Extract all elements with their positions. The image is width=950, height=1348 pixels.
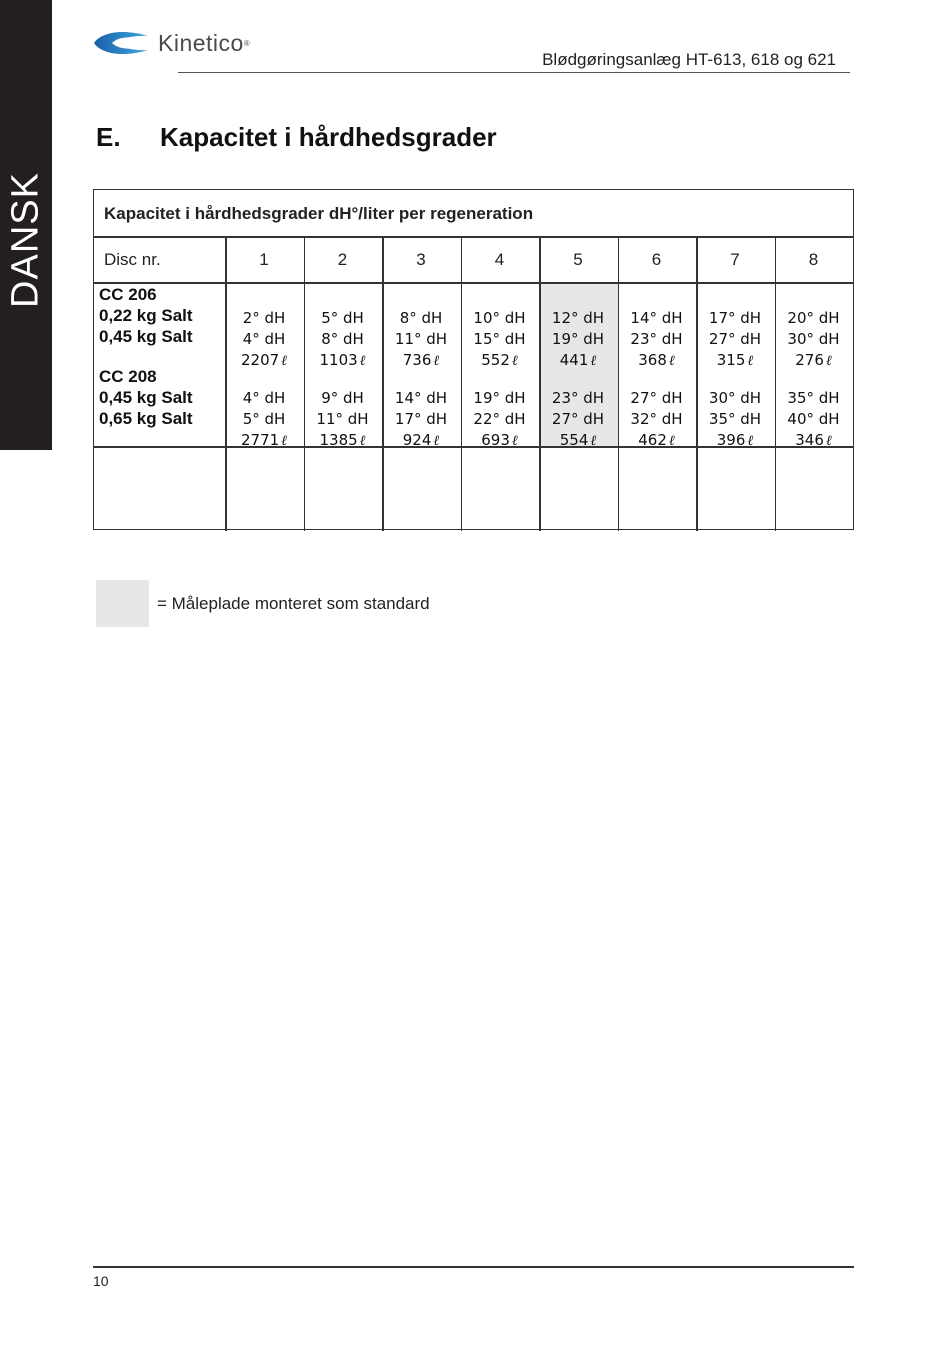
table-row-divider [94, 236, 853, 238]
disc-column-header: 5 [573, 250, 583, 269]
hardness-value: 14° dH [394, 389, 448, 407]
model-name: CC 208 [99, 367, 157, 386]
liter-unit: ℓ [511, 433, 518, 449]
hardness-value: 10° dH [473, 309, 526, 327]
volume-value: 924 ℓ [402, 431, 440, 449]
group-label-cc206 [99, 284, 193, 347]
liter-unit: ℓ [281, 353, 288, 369]
hardness-value: 8° dH [321, 330, 364, 348]
capacity-cell [775, 388, 853, 452]
group-label-cc208 [99, 366, 193, 429]
page-number: 10 [93, 1273, 109, 1289]
hardness-value: 35° dH [787, 389, 840, 407]
salt-amount: 0,45 kg Salt [99, 388, 193, 407]
model-name: CC 206 [99, 285, 157, 304]
liter-unit: ℓ [747, 353, 754, 369]
liter-unit: ℓ [511, 353, 518, 369]
hardness-value: 27° dH [630, 389, 683, 407]
hardness-value: 17° dH [708, 309, 762, 327]
capacity-cell [304, 388, 382, 452]
table-column-divider [461, 236, 463, 531]
volume-value: 1385 ℓ [319, 431, 366, 449]
legend-swatch [96, 580, 149, 627]
hardness-value: 5° dH [242, 410, 286, 428]
hardness-value: 11° dH [394, 330, 448, 348]
capacity-cell [618, 308, 696, 372]
disc-column-header: 2 [337, 250, 348, 269]
volume-value: 1103 ℓ [319, 351, 366, 369]
disc-column-header: 4 [494, 250, 505, 269]
liter-unit: ℓ [747, 433, 754, 449]
disc-column-header: 6 [651, 250, 662, 269]
hardness-value: 19° dH [473, 389, 526, 407]
liter-unit: ℓ [590, 353, 597, 369]
table-column-divider [382, 236, 384, 531]
table-column-divider [225, 236, 227, 531]
hardness-value: 8° dH [399, 309, 443, 327]
hardness-value: 27° dH [708, 330, 762, 348]
salt-amount: 0,22 kg Salt [99, 306, 193, 325]
capacity-cell [539, 388, 617, 452]
document-title: Blødgøringsanlæg HT-613, 618 og 621 [542, 50, 836, 69]
hardness-value: 9° dH [321, 389, 364, 407]
hardness-value: 2° dH [242, 309, 286, 327]
disc-column-header: 8 [808, 250, 819, 269]
registered-mark: ® [243, 38, 250, 48]
language-side-tab [0, 0, 52, 450]
disc-column-header: 7 [730, 250, 740, 269]
table-row-divider [94, 282, 853, 284]
disc-number-label: Disc nr. [104, 250, 161, 269]
hardness-value: 4° dH [242, 389, 286, 407]
footer-divider [93, 1266, 854, 1268]
capacity-table [93, 189, 854, 530]
hardness-value: 23° dH [551, 389, 605, 407]
volume-value: 736 ℓ [402, 351, 440, 369]
hardness-value: 4° dH [242, 330, 286, 348]
table-column-divider [775, 236, 777, 531]
table-caption: Kapacitet i hårdhedsgrader dH°/liter per regeneration [104, 204, 534, 223]
legend-text: = Måleplade monteret som standard [157, 594, 430, 613]
capacity-cell [696, 388, 774, 452]
hardness-value: 27° dH [551, 410, 605, 428]
volume-value: 396 ℓ [716, 431, 754, 449]
liter-unit: ℓ [281, 433, 288, 449]
table-column-divider [618, 236, 620, 531]
liter-unit: ℓ [825, 433, 832, 449]
capacity-cell [618, 388, 696, 452]
volume-value: 276 ℓ [795, 351, 832, 369]
section-letter: E. [96, 122, 121, 152]
salt-amount: 0,65 kg Salt [99, 409, 193, 428]
liter-unit: ℓ [433, 433, 440, 449]
hardness-value: 5° dH [321, 309, 364, 327]
volume-value: 368 ℓ [638, 351, 675, 369]
brand-name: Kinetico [158, 29, 244, 56]
disc-column-header: 3 [416, 250, 426, 269]
volume-value: 552 ℓ [481, 351, 518, 369]
volume-value: 693 ℓ [481, 431, 518, 449]
hardness-value: 14° dH [630, 309, 683, 327]
liter-unit: ℓ [359, 353, 366, 369]
table-column-divider [304, 236, 306, 531]
section-heading [96, 122, 497, 153]
section-title-text: Kapacitet i hårdhedsgrader [160, 122, 497, 152]
hardness-value: 30° dH [787, 330, 840, 348]
volume-value: 462 ℓ [638, 431, 675, 449]
hardness-value: 11° dH [316, 410, 369, 428]
liter-unit: ℓ [433, 353, 440, 369]
hardness-value: 19° dH [551, 330, 605, 348]
capacity-cell [775, 308, 853, 372]
liter-unit: ℓ [359, 433, 366, 449]
hardness-value: 17° dH [394, 410, 448, 428]
volume-value: 2207 ℓ [240, 351, 288, 369]
capacity-cell [225, 388, 303, 452]
capacity-cell [304, 308, 382, 372]
liter-unit: ℓ [668, 353, 675, 369]
salt-amount: 0,45 kg Salt [99, 327, 193, 346]
capacity-cell [382, 388, 460, 452]
hardness-value: 40° dH [787, 410, 840, 428]
hardness-value: 22° dH [473, 410, 526, 428]
table-column-divider [696, 236, 698, 531]
volume-value: 2771 ℓ [240, 431, 288, 449]
liter-unit: ℓ [668, 433, 675, 449]
volume-value: 441 ℓ [559, 351, 597, 369]
hardness-value: 20° dH [787, 309, 840, 327]
table-column-divider [539, 236, 541, 531]
disc-column-header: 1 [259, 250, 269, 269]
hardness-value: 15° dH [473, 330, 526, 348]
hardness-value: 32° dH [630, 410, 683, 428]
kinetico-swoosh-icon [92, 30, 150, 56]
volume-value: 554 ℓ [559, 431, 597, 449]
volume-value: 346 ℓ [795, 431, 832, 449]
capacity-cell [225, 308, 303, 372]
capacity-cell [382, 308, 460, 372]
capacity-cell [539, 308, 617, 372]
capacity-cell [696, 308, 774, 372]
language-label: DANSK [4, 172, 47, 308]
brand-logo [92, 28, 250, 58]
hardness-value: 35° dH [708, 410, 762, 428]
header-divider [178, 72, 850, 73]
volume-value: 315 ℓ [716, 351, 754, 369]
capacity-cell [461, 308, 539, 372]
hardness-value: 12° dH [551, 309, 605, 327]
capacity-cell [461, 388, 539, 452]
liter-unit: ℓ [825, 353, 832, 369]
hardness-value: 30° dH [708, 389, 762, 407]
hardness-value: 23° dH [630, 330, 683, 348]
liter-unit: ℓ [590, 433, 597, 449]
